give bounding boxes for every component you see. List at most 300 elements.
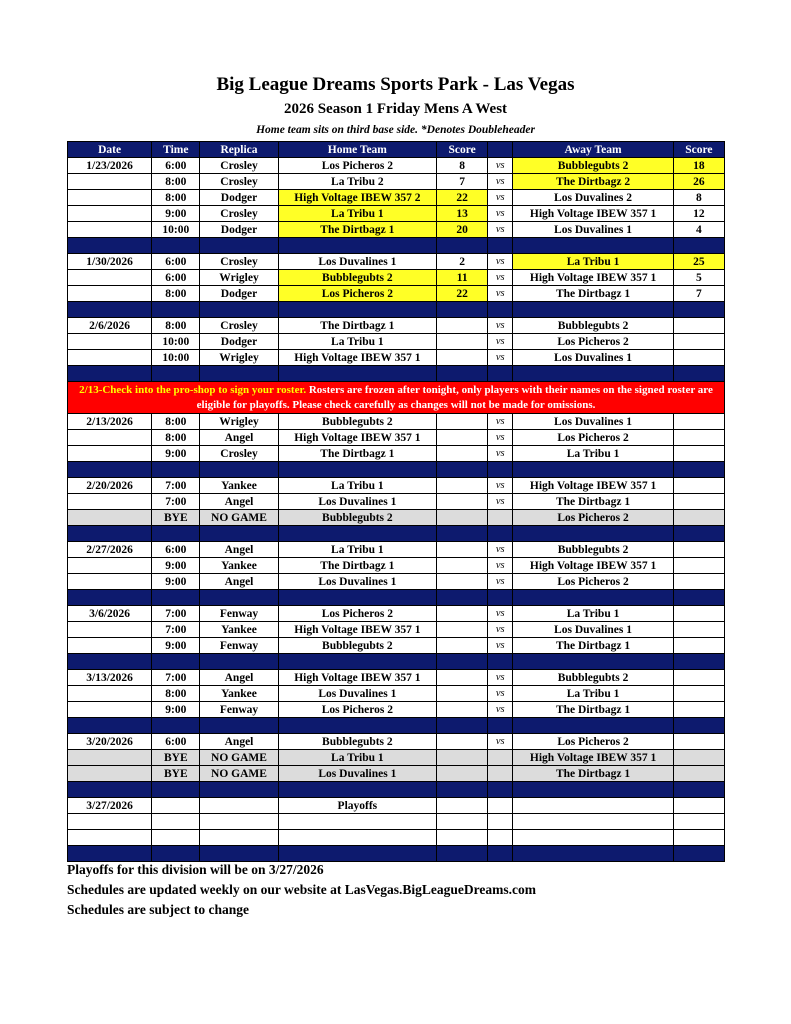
time-cell: 6:00 (152, 158, 200, 174)
date-cell (68, 222, 152, 238)
roster-notice (68, 382, 725, 414)
vs-cell: vs (488, 206, 513, 222)
replica-cell: Fenway (200, 638, 278, 654)
date-cell: 3/20/2026 (68, 734, 152, 750)
separator-cell (437, 782, 488, 798)
separator-cell (278, 654, 436, 670)
time-cell (152, 798, 200, 814)
game-row (68, 734, 725, 750)
date-cell (68, 574, 152, 590)
date-cell (68, 558, 152, 574)
away-team-cell: Los Picheros 2 (513, 430, 673, 446)
date-cell (68, 686, 152, 702)
separator-cell (152, 462, 200, 478)
home-team-cell (278, 814, 436, 830)
away-score-cell: 26 (673, 174, 724, 190)
home-team-cell: Los Picheros 2 (278, 286, 436, 302)
time-cell: 9:00 (152, 446, 200, 462)
separator-cell (200, 846, 278, 862)
home-team-cell: Los Picheros 2 (278, 158, 436, 174)
separator-cell (437, 590, 488, 606)
separator-cell (200, 718, 278, 734)
separator-cell (278, 462, 436, 478)
date-cell: 1/30/2026 (68, 254, 152, 270)
separator-cell (488, 846, 513, 862)
away-score-cell (673, 702, 724, 718)
home-score-cell (437, 478, 488, 494)
separator-cell (200, 366, 278, 382)
time-cell: 8:00 (152, 318, 200, 334)
home-team-cell: The Dirtbagz 1 (278, 446, 436, 462)
home-score-cell (437, 766, 488, 782)
date-cell (68, 206, 152, 222)
game-row (68, 350, 725, 366)
time-cell: 8:00 (152, 190, 200, 206)
away-score-cell (673, 638, 724, 654)
separator-cell (200, 302, 278, 318)
time-cell: 8:00 (152, 686, 200, 702)
away-score-cell (673, 350, 724, 366)
separator-cell (152, 846, 200, 862)
game-row (68, 158, 725, 174)
home-score-cell: 11 (437, 270, 488, 286)
home-team-cell: Playoffs (278, 798, 436, 814)
home-score-cell (437, 350, 488, 366)
replica-cell: NO GAME (200, 766, 278, 782)
vs-cell (488, 814, 513, 830)
date-cell (68, 766, 152, 782)
separator-cell (200, 654, 278, 670)
separator-cell (437, 366, 488, 382)
separator-cell (673, 718, 724, 734)
home-score-cell (437, 702, 488, 718)
home-score-cell (437, 542, 488, 558)
replica-cell: Dodger (200, 190, 278, 206)
separator-cell (152, 718, 200, 734)
game-row (68, 286, 725, 302)
replica-cell: Angel (200, 670, 278, 686)
week-separator (68, 654, 725, 670)
replica-cell: NO GAME (200, 510, 278, 526)
away-score-cell (673, 446, 724, 462)
roster-notice-text: Rosters are frozen after tonight, only players with their names on the signed roster are eligible for playoffs. Please check carefully as changes will not be made for omissions. (196, 383, 713, 411)
home-team-cell: High Voltage IBEW 357 1 (278, 670, 436, 686)
replica-cell: Yankee (200, 686, 278, 702)
replica-cell: Yankee (200, 622, 278, 638)
away-score-cell: 25 (673, 254, 724, 270)
away-score-cell (673, 510, 724, 526)
home-team-cell: Los Duvalines 1 (278, 574, 436, 590)
separator-cell (673, 846, 724, 862)
separator-cell (513, 590, 673, 606)
col-replica-header: Replica (200, 142, 278, 158)
vs-cell: vs (488, 350, 513, 366)
away-score-cell (673, 574, 724, 590)
home-score-cell (437, 750, 488, 766)
vs-cell: vs (488, 254, 513, 270)
replica-cell: NO GAME (200, 750, 278, 766)
separator-cell (68, 302, 152, 318)
date-cell: 3/6/2026 (68, 606, 152, 622)
vs-cell: vs (488, 622, 513, 638)
date-cell: 2/27/2026 (68, 542, 152, 558)
vs-cell (488, 750, 513, 766)
game-row (68, 686, 725, 702)
separator-cell (513, 718, 673, 734)
home-team-cell: High Voltage IBEW 357 1 (278, 622, 436, 638)
separator-cell (488, 462, 513, 478)
replica-cell: Yankee (200, 558, 278, 574)
separator-cell (68, 782, 152, 798)
date-cell: 2/20/2026 (68, 478, 152, 494)
separator-cell (673, 238, 724, 254)
replica-cell: Angel (200, 542, 278, 558)
week-separator (68, 846, 725, 862)
separator-cell (68, 366, 152, 382)
replica-cell: Dodger (200, 222, 278, 238)
away-score-cell: 8 (673, 190, 724, 206)
home-team-cell: High Voltage IBEW 357 2 (278, 190, 436, 206)
separator-cell (200, 238, 278, 254)
away-team-cell: Los Picheros 2 (513, 510, 673, 526)
replica-cell: Wrigley (200, 414, 278, 430)
away-score-cell (673, 830, 724, 846)
time-cell: BYE (152, 766, 200, 782)
separator-cell (437, 846, 488, 862)
home-team-cell: The Dirtbagz 1 (278, 222, 436, 238)
date-cell (68, 174, 152, 190)
separator-cell (488, 654, 513, 670)
separator-cell (68, 718, 152, 734)
separator-cell (152, 782, 200, 798)
away-team-cell (513, 798, 673, 814)
page-title: Big League Dreams Sports Park - Las Vegas (216, 74, 575, 95)
game-row (68, 574, 725, 590)
replica-cell: Angel (200, 574, 278, 590)
replica-cell: Crosley (200, 206, 278, 222)
separator-cell (673, 366, 724, 382)
time-cell: 6:00 (152, 542, 200, 558)
replica-cell: Angel (200, 734, 278, 750)
time-cell: 10:00 (152, 222, 200, 238)
schedule-table (67, 141, 725, 862)
away-score-cell (673, 430, 724, 446)
date-cell (68, 830, 152, 846)
away-team-cell: La Tribu 1 (513, 254, 673, 270)
home-team-cell: La Tribu 1 (278, 206, 436, 222)
home-score-cell (437, 558, 488, 574)
away-team-cell: Los Picheros 2 (513, 734, 673, 750)
date-cell: 3/13/2026 (68, 670, 152, 686)
date-cell (68, 286, 152, 302)
away-team-cell: The Dirtbagz 1 (513, 638, 673, 654)
date-cell: 2/13/2026 (68, 414, 152, 430)
away-score-cell (673, 670, 724, 686)
game-row (68, 798, 725, 814)
col-home-score-header: Score (437, 142, 488, 158)
game-row (68, 206, 725, 222)
date-cell (68, 638, 152, 654)
home-score-cell: 2 (437, 254, 488, 270)
vs-cell: vs (488, 702, 513, 718)
away-team-cell: Los Picheros 2 (513, 574, 673, 590)
vs-cell: vs (488, 558, 513, 574)
week-separator (68, 366, 725, 382)
game-row (68, 558, 725, 574)
home-team-cell: Los Duvalines 1 (278, 254, 436, 270)
away-team-cell: Bubblegubts 2 (513, 670, 673, 686)
separator-cell (437, 526, 488, 542)
home-score-cell (437, 510, 488, 526)
vs-cell (488, 798, 513, 814)
home-score-cell (437, 686, 488, 702)
away-team-cell: Los Picheros 2 (513, 334, 673, 350)
game-row (68, 670, 725, 686)
game-row (68, 638, 725, 654)
date-cell: 1/23/2026 (68, 158, 152, 174)
week-separator (68, 590, 725, 606)
date-cell (68, 270, 152, 286)
replica-cell: Dodger (200, 286, 278, 302)
vs-cell (488, 510, 513, 526)
home-team-cell: Los Duvalines 1 (278, 494, 436, 510)
date-cell (68, 446, 152, 462)
time-cell: 6:00 (152, 254, 200, 270)
time-cell: 9:00 (152, 574, 200, 590)
separator-cell (68, 462, 152, 478)
vs-cell: vs (488, 478, 513, 494)
home-team-cell: La Tribu 1 (278, 750, 436, 766)
separator-cell (152, 302, 200, 318)
vs-cell (488, 766, 513, 782)
week-separator (68, 238, 725, 254)
replica-cell: Crosley (200, 158, 278, 174)
separator-cell (68, 526, 152, 542)
time-cell: 9:00 (152, 558, 200, 574)
date-cell (68, 702, 152, 718)
separator-cell (200, 462, 278, 478)
time-cell (152, 830, 200, 846)
home-score-cell: 22 (437, 190, 488, 206)
replica-cell (200, 798, 278, 814)
game-row (68, 830, 725, 846)
week-separator (68, 302, 725, 318)
home-team-cell: The Dirtbagz 1 (278, 558, 436, 574)
replica-cell (200, 830, 278, 846)
home-team-cell: The Dirtbagz 1 (278, 318, 436, 334)
time-cell (152, 814, 200, 830)
bye-row (68, 750, 725, 766)
separator-cell (513, 526, 673, 542)
away-team-cell: Los Duvalines 1 (513, 622, 673, 638)
separator-cell (437, 718, 488, 734)
away-team-cell: High Voltage IBEW 357 1 (513, 750, 673, 766)
home-score-cell: 20 (437, 222, 488, 238)
time-cell: 8:00 (152, 430, 200, 446)
replica-cell: Crosley (200, 174, 278, 190)
home-team-cell: Bubblegubts 2 (278, 638, 436, 654)
page-subtitle: 2026 Season 1 Friday Mens A West (283, 101, 508, 117)
vs-cell: vs (488, 670, 513, 686)
separator-cell (673, 302, 724, 318)
away-team-cell: The Dirtbagz 1 (513, 766, 673, 782)
time-cell: 10:00 (152, 334, 200, 350)
col-time-header: Time (152, 142, 200, 158)
vs-cell: vs (488, 174, 513, 190)
bye-row (68, 510, 725, 526)
bye-row (68, 766, 725, 782)
replica-cell: Wrigley (200, 270, 278, 286)
replica-cell (200, 814, 278, 830)
home-score-cell (437, 622, 488, 638)
away-team-cell: La Tribu 1 (513, 606, 673, 622)
separator-cell (673, 590, 724, 606)
away-team-cell: Bubblegubts 2 (513, 542, 673, 558)
separator-cell (68, 590, 152, 606)
separator-cell (68, 654, 152, 670)
separator-cell (200, 782, 278, 798)
replica-cell: Fenway (200, 702, 278, 718)
vs-cell: vs (488, 606, 513, 622)
time-cell: 8:00 (152, 174, 200, 190)
away-score-cell (673, 766, 724, 782)
vs-cell: vs (488, 446, 513, 462)
home-score-cell (437, 638, 488, 654)
separator-cell (513, 462, 673, 478)
time-cell: BYE (152, 750, 200, 766)
replica-cell: Fenway (200, 606, 278, 622)
home-score-cell (437, 574, 488, 590)
away-score-cell (673, 414, 724, 430)
replica-cell: Dodger (200, 334, 278, 350)
time-cell: 7:00 (152, 670, 200, 686)
footer-playoffs-note: Playoffs for this division will be on 3/27/2026 (67, 862, 324, 877)
home-team-cell (278, 830, 436, 846)
replica-cell: Crosley (200, 446, 278, 462)
time-cell: 9:00 (152, 638, 200, 654)
game-row (68, 270, 725, 286)
week-separator (68, 462, 725, 478)
separator-cell (513, 654, 673, 670)
replica-cell: Yankee (200, 478, 278, 494)
away-score-cell (673, 478, 724, 494)
home-team-cell: High Voltage IBEW 357 1 (278, 350, 436, 366)
game-row (68, 414, 725, 430)
time-cell: 10:00 (152, 350, 200, 366)
game-row (68, 622, 725, 638)
home-score-cell (437, 318, 488, 334)
home-team-cell: Los Picheros 2 (278, 702, 436, 718)
vs-cell: vs (488, 414, 513, 430)
vs-cell: vs (488, 286, 513, 302)
time-cell: 7:00 (152, 606, 200, 622)
separator-cell (152, 654, 200, 670)
replica-cell: Angel (200, 430, 278, 446)
away-team-cell: Bubblegubts 2 (513, 158, 673, 174)
week-separator (68, 782, 725, 798)
away-score-cell (673, 734, 724, 750)
separator-cell (673, 654, 724, 670)
away-team-cell: Los Duvalines 1 (513, 414, 673, 430)
separator-cell (513, 782, 673, 798)
separator-cell (200, 590, 278, 606)
col-home-team-header: Home Team (278, 142, 436, 158)
separator-cell (673, 462, 724, 478)
footer-website-note: Schedules are updated weekly on our website at LasVegas.BigLeagueDreams.com (67, 882, 537, 897)
away-score-cell (673, 558, 724, 574)
game-row (68, 702, 725, 718)
away-team-cell: The Dirtbagz 1 (513, 494, 673, 510)
separator-cell (278, 302, 436, 318)
roster-notice-row (68, 382, 725, 414)
separator-cell (513, 846, 673, 862)
game-row (68, 814, 725, 830)
time-cell: BYE (152, 510, 200, 526)
date-cell (68, 750, 152, 766)
week-separator (68, 718, 725, 734)
away-team-cell: High Voltage IBEW 357 1 (513, 206, 673, 222)
away-score-cell (673, 606, 724, 622)
time-cell: 6:00 (152, 270, 200, 286)
vs-cell: vs (488, 222, 513, 238)
separator-cell (278, 782, 436, 798)
roster-notice-lead: 2/13-Check into the pro-shop to sign your roster. (79, 383, 307, 396)
game-row (68, 222, 725, 238)
time-cell: 7:00 (152, 478, 200, 494)
home-score-cell (437, 734, 488, 750)
away-team-cell: Bubblegubts 2 (513, 318, 673, 334)
home-team-cell: La Tribu 2 (278, 174, 436, 190)
away-score-cell (673, 798, 724, 814)
time-cell: 6:00 (152, 734, 200, 750)
home-score-cell (437, 830, 488, 846)
home-team-cell: Los Duvalines 1 (278, 686, 436, 702)
time-cell: 7:00 (152, 622, 200, 638)
vs-cell: vs (488, 542, 513, 558)
vs-cell (488, 830, 513, 846)
home-score-cell (437, 670, 488, 686)
vs-cell: vs (488, 334, 513, 350)
replica-cell: Angel (200, 494, 278, 510)
week-separator (68, 526, 725, 542)
vs-cell: vs (488, 158, 513, 174)
game-row (68, 494, 725, 510)
schedule-note: Home team sits on third base side. *Denotes Doubleheader (256, 124, 535, 136)
time-cell: 9:00 (152, 206, 200, 222)
away-team-cell: The Dirtbagz 1 (513, 702, 673, 718)
away-team-cell: La Tribu 1 (513, 686, 673, 702)
date-cell (68, 814, 152, 830)
home-team-cell: High Voltage IBEW 357 1 (278, 430, 436, 446)
home-score-cell: 22 (437, 286, 488, 302)
away-score-cell (673, 622, 724, 638)
time-cell: 8:00 (152, 414, 200, 430)
game-row (68, 542, 725, 558)
home-score-cell: 8 (437, 158, 488, 174)
home-score-cell (437, 814, 488, 830)
game-row (68, 254, 725, 270)
schedule-body (68, 158, 725, 862)
separator-cell (68, 238, 152, 254)
date-cell (68, 350, 152, 366)
separator-cell (513, 366, 673, 382)
away-team-cell (513, 814, 673, 830)
away-score-cell (673, 318, 724, 334)
home-score-cell (437, 606, 488, 622)
vs-cell: vs (488, 190, 513, 206)
time-cell: 8:00 (152, 286, 200, 302)
separator-cell (152, 238, 200, 254)
